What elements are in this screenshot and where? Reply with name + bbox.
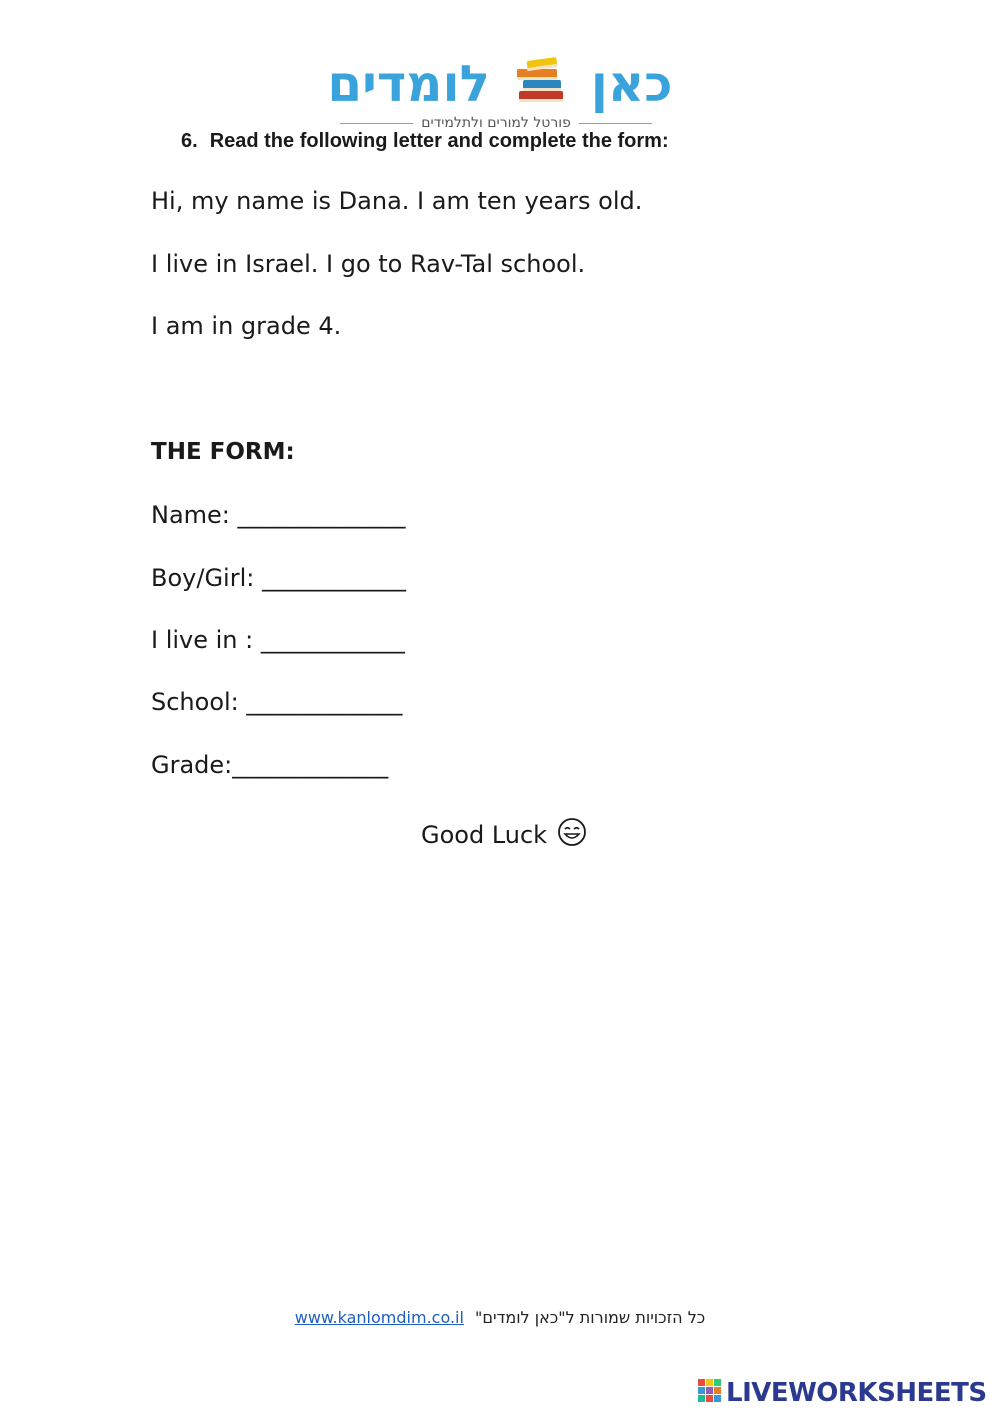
letter-line: I live in Israel. I go to Rav-Tal school. [151,250,586,278]
logo-subtitle: פורטל למורים ולתלמידים [421,115,571,131]
footer-rights: כל הזכויות שמורות ל"כאן לומדים" [475,1308,706,1327]
footer-link[interactable]: www.kanlomdim.co.il [294,1308,464,1327]
smiley-icon [557,817,587,853]
brand-text: LIVEWORKSHEETS [726,1378,987,1408]
books-icon [513,55,567,120]
logo-title-left: כאן [590,55,673,113]
letter-line: I am in grade 4. [151,312,342,340]
site-logo [0,52,1000,120]
liveworksheets-logo-icon [698,1379,722,1408]
logo-title-right: לומדים [327,55,490,113]
footer [0,1308,1000,1327]
question-text: Read the following letter and complete the form: [209,130,669,152]
logo-divider [579,123,652,124]
form-field-country[interactable]: I live in : ____________ [151,626,405,654]
liveworksheets-brand[interactable] [698,1376,987,1410]
form-field-name[interactable]: Name: ______________ [151,501,406,529]
question-heading [181,130,669,153]
question-number: 6. [181,130,198,152]
logo-divider [340,123,413,124]
form-field-gender[interactable]: Boy/Girl: ____________ [151,564,406,592]
form-field-school[interactable]: School: _____________ [151,688,403,716]
closing [421,817,587,853]
form-title: THE FORM: [151,439,295,465]
closing-text: Good Luck [421,821,548,849]
form-field-grade[interactable]: Grade:_____________ [151,751,389,779]
letter-line: Hi, my name is Dana. I am ten years old. [151,187,643,215]
